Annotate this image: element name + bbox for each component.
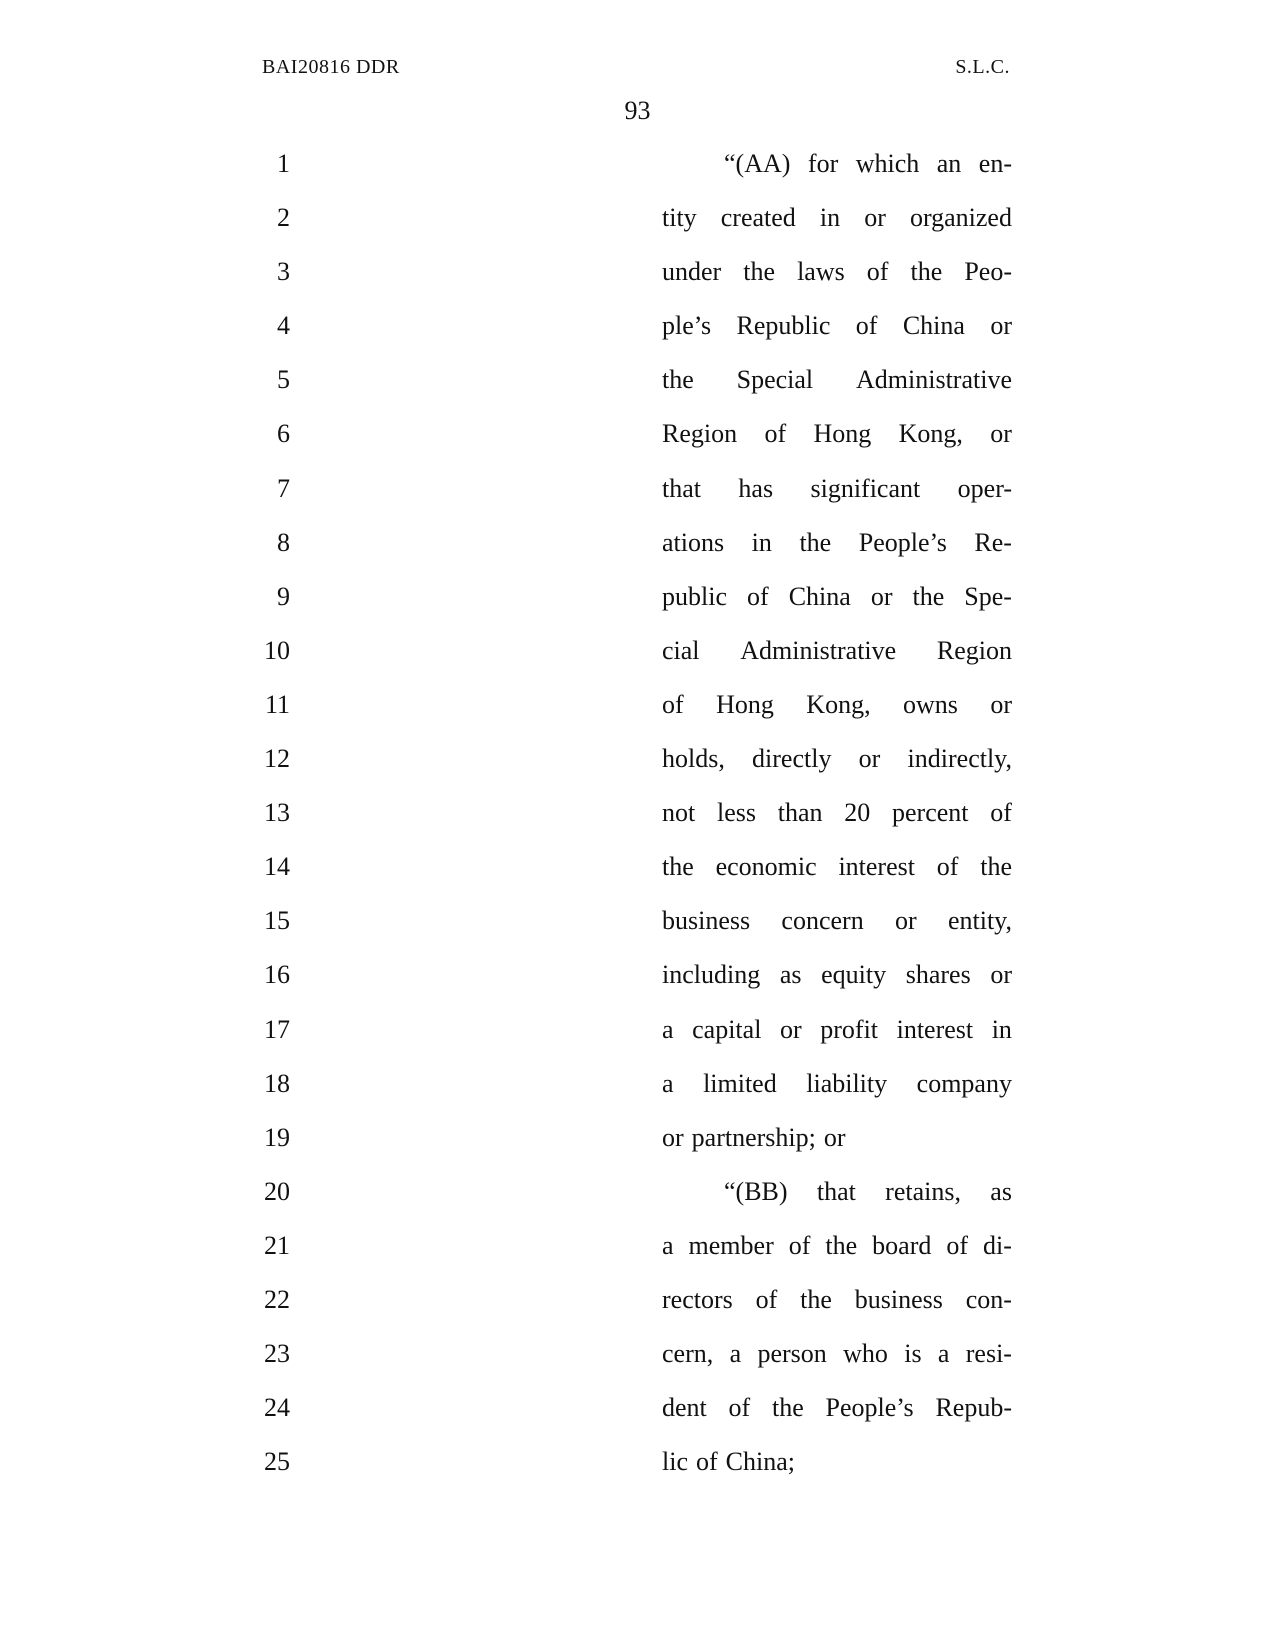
word: a [662,1230,674,1260]
word: Hong [716,689,774,719]
text-line [662,1012,1012,1066]
word: capital [692,1014,762,1044]
text-line [662,1282,1012,1336]
word: profit [820,1014,879,1044]
word: or [780,1014,802,1044]
word: Kong, [898,419,963,449]
word: China; [725,1447,796,1477]
word: is [904,1339,922,1369]
word: China [788,581,851,611]
line-number: 25 [264,1447,290,1477]
word: “(BB) [724,1176,788,1206]
word: Republic [736,311,831,341]
line-number: 1 [277,149,290,178]
word: Administrative [740,635,897,665]
line-number: 14 [264,852,290,882]
line-number: 15 [264,906,290,936]
word: con- [965,1284,1012,1314]
text-line [662,1066,1012,1120]
document-id: BAI20816 DDR [262,56,400,78]
text-line [662,633,1012,687]
text-line [662,471,1012,525]
word: holds, [662,744,725,774]
word: shares [905,960,971,990]
word: the [825,1230,858,1260]
word: board [872,1230,932,1260]
word: Special [736,365,814,395]
word: or [870,581,893,611]
word: created [720,203,796,233]
text-line [662,1228,1012,1282]
word: the [662,852,694,882]
word: in [751,527,772,557]
word: Re- [974,527,1012,557]
text-line [662,849,1012,903]
word: business [854,1284,943,1314]
word: an [936,149,962,178]
text-line [662,1444,1012,1498]
word: in [819,203,841,233]
text-line [662,957,1012,1011]
word: oper- [957,473,1012,503]
word: lic [662,1447,688,1477]
line-number: 22 [264,1284,290,1314]
word: of [662,689,684,719]
line-number: 13 [264,798,290,828]
text-line [662,903,1012,957]
line-number: 20 [264,1176,290,1206]
word: Kong, [806,689,871,719]
text-line [662,1336,1012,1390]
text-line [662,741,1012,795]
line-number: 3 [277,257,290,287]
word: laws [797,257,845,287]
word: of [747,581,769,611]
word: owns [903,689,958,719]
word: a [662,1014,674,1044]
word: the [910,257,943,287]
word: 20 [844,798,871,828]
word: dent [662,1393,707,1423]
word: in [991,1014,1012,1044]
word: the [912,581,945,611]
word: entity, [947,906,1012,936]
word: People’s [825,1393,914,1423]
text-line [662,525,1012,579]
word: ple’s [662,311,712,341]
word: of [728,1393,751,1423]
text-line [662,795,1012,849]
line-number: 18 [264,1068,290,1098]
line-number: 17 [264,1014,290,1044]
word: a [937,1339,950,1369]
word: equity [821,960,887,990]
line-number: 21 [264,1230,290,1260]
text-line [662,1174,1012,1228]
word: the [662,365,694,395]
word: a [729,1339,742,1369]
word: member [688,1230,774,1260]
word: tity [662,203,697,233]
word: “(AA) [724,149,791,178]
word: person [757,1339,827,1369]
word: of [755,1284,778,1314]
word: percent [892,798,969,828]
word: cial [662,635,700,665]
word: interest [896,1014,974,1044]
word: or [823,1122,846,1152]
line-number: 6 [277,419,290,449]
word: economic [715,852,817,882]
word: a [662,1068,674,1098]
word: Spe- [964,581,1012,611]
line-number: 9 [277,581,290,611]
text-line [662,416,1012,470]
word: including [662,960,761,990]
word: concern [781,906,864,936]
word: Region [936,635,1012,665]
word: that [662,473,701,503]
office-code: S.L.C. [955,56,1010,78]
word: the [772,1393,804,1423]
line-number: 2 [277,203,290,233]
word: of [855,311,878,341]
line-number: 4 [277,311,290,341]
line-number: 19 [264,1122,290,1152]
word: than [777,798,823,828]
word: Hong [813,419,872,449]
word: rectors [662,1284,733,1314]
line-number: 8 [277,527,290,557]
line-number: 23 [264,1339,290,1369]
word: company [916,1068,1012,1098]
word: of [764,419,787,449]
line-number: 10 [264,635,290,665]
word: Peo- [964,257,1012,287]
word: of [696,1447,718,1477]
word: partnership; [691,1122,816,1152]
word: or [990,419,1012,449]
word: China [902,311,965,341]
word: significant [810,473,921,503]
word: interest [838,852,915,882]
word: liability [806,1068,888,1098]
word: of [936,852,959,882]
word: People’s [858,527,947,557]
word: has [738,473,774,503]
word: of [990,798,1012,828]
line-number: 11 [264,689,290,719]
word: en- [978,149,1012,178]
text-line [662,146,1012,200]
word: the [800,1284,832,1314]
word: directly [752,744,832,774]
word: Administrative [856,365,1012,395]
text-line [662,362,1012,416]
word: or [895,906,917,936]
word: the [799,527,832,557]
line-number: 7 [277,473,290,503]
word: business [662,906,751,936]
text-line [662,308,1012,362]
text-line [662,200,1012,254]
word: that [816,1176,856,1206]
word: the [743,257,776,287]
word: organized [909,203,1012,233]
text-line [662,1120,1012,1174]
word: retains, [885,1176,961,1206]
word: or [990,689,1012,719]
page-number: 93 [624,96,651,125]
word: or [990,311,1012,341]
word: of [946,1230,969,1260]
word: ations [662,527,725,557]
word: or [662,1122,684,1152]
word: or [858,744,881,774]
word: not [662,798,696,828]
word: Region [662,419,738,449]
word: di- [983,1230,1012,1260]
word: or [864,203,886,233]
bill-text-column [662,146,1012,1498]
word: less [716,798,756,828]
word: or [990,960,1012,990]
line-number: 12 [264,744,290,774]
word: cern, [662,1339,714,1369]
text-line [662,1390,1012,1444]
text-line [662,687,1012,741]
word: indirectly, [907,744,1012,774]
line-number: 5 [277,365,290,395]
word: under [662,257,722,287]
word: as [990,1176,1012,1206]
word: of [866,257,889,287]
word: limited [703,1068,777,1098]
word: as [779,960,802,990]
line-number: 16 [264,960,290,990]
line-number-column [240,146,290,1498]
word: the [980,852,1012,882]
text-line [662,579,1012,633]
word: which [855,149,920,178]
word: of [788,1230,811,1260]
word: Repub- [935,1393,1012,1423]
word: public [662,581,727,611]
text-line [662,254,1012,308]
word: resi- [965,1339,1012,1369]
line-number: 24 [264,1393,290,1423]
word: who [843,1339,888,1369]
word: for [807,149,839,178]
